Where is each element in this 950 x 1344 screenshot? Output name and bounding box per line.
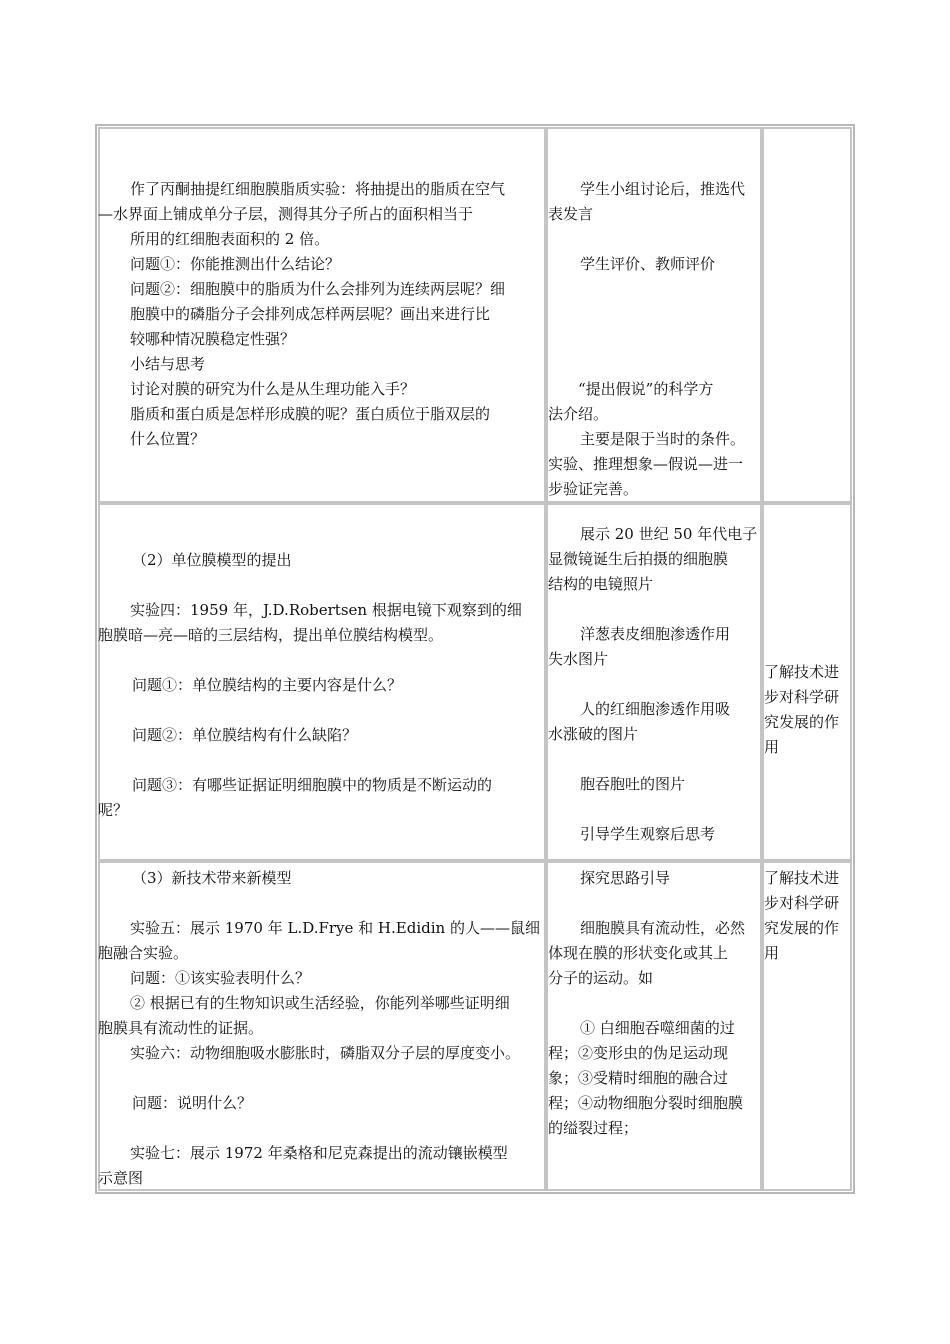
text-line: 问题①：你能推测出什么结论？ — [130, 255, 341, 273]
text-line: 了解技术进 — [764, 663, 840, 681]
text-line: 胞膜暗—亮—暗的三层结构，提出单位膜结构模型。 — [98, 626, 444, 644]
blank-line — [98, 698, 522, 723]
text-line: 表发言 — [548, 205, 594, 223]
blank-line — [548, 797, 757, 822]
blank-line — [98, 573, 522, 598]
text-line: 讨论对膜的研究为什么是从生理功能入手？ — [130, 380, 416, 398]
text-line: 显微镜诞生后拍摄的细胞膜 — [548, 550, 729, 568]
text-line: 实验六：动物细胞吸水膨胀时，磷脂双分子层的厚度变小。 — [130, 1044, 521, 1062]
text-line: 胞膜具有流动性的证据。 — [98, 1019, 264, 1037]
row2-right-text — [764, 660, 839, 760]
text-line: 胞膜中的磷脂分子会排列成怎样两层呢？画出来进行比 — [130, 305, 491, 323]
text-line: 实验、推理想象—假说—进一 — [548, 455, 744, 473]
text-line: 探究思路引导 — [580, 869, 671, 887]
text-line: 实验五：展示 1970 年 L.D.Frye 和 H.Edidin 的人——鼠细 — [130, 919, 540, 937]
section-heading: （2）单位膜模型的提出 — [132, 551, 292, 569]
text-line: 问题：说明什么？ — [132, 1094, 253, 1112]
text-line: 人的红细胞渗透作用吸 — [580, 700, 731, 718]
row3-left-text — [98, 866, 540, 1191]
text-line: 作了丙酮抽提红细胞膜脂质实验：将抽提出的脂质在空气 — [130, 180, 506, 198]
text-line: 问题②：细胞膜中的脂质为什么会排列为连续两层呢？细 — [130, 280, 506, 298]
text-line: 用 — [764, 738, 780, 756]
text-line: 较哪种情况膜稳定性强？ — [130, 330, 296, 348]
text-line: 示意图 — [98, 1169, 144, 1187]
section-heading: （3）新技术带来新模型 — [132, 869, 292, 887]
text-line: 的缢裂过程； — [548, 1119, 639, 1137]
text-line: 呢？ — [98, 801, 129, 819]
text-line: 实验七：展示 1972 年桑格和尼克森提出的流动镶嵌模型 — [130, 1144, 508, 1162]
blank-line — [548, 597, 757, 622]
row1-middle-text — [548, 177, 745, 502]
text-line: 洋葱表皮细胞渗透作用 — [580, 625, 731, 643]
text-line: 脂质和蛋白质是怎样形成膜的呢？蛋白质位于脂双层的 — [130, 405, 491, 423]
text-line: 胞吞胞吐的图片 — [580, 775, 686, 793]
blank-line — [548, 891, 745, 916]
row2-left-text — [98, 548, 522, 823]
text-line: 引导学生观察后思考 — [580, 825, 716, 843]
blank-line — [548, 302, 745, 327]
text-line: ① 白细胞吞噬细菌的过 — [580, 1019, 735, 1037]
text-line: 失水图片 — [548, 650, 609, 668]
row1-left-text — [98, 177, 506, 452]
row1-right-cell — [762, 127, 852, 503]
text-line: 步对科学研 — [764, 894, 840, 912]
blank-line — [98, 1116, 540, 1141]
text-line: 了解技术进 — [764, 869, 840, 887]
text-line: 象；③受精时细胞的融合过 — [548, 1069, 729, 1087]
blank-line — [548, 352, 745, 377]
text-line: 问题①：单位膜结构的主要内容是什么？ — [132, 676, 403, 694]
blank-line — [548, 991, 745, 1016]
text-line: 究发展的作 — [764, 919, 840, 937]
text-line: —水界面上铺成单分子层，测得其分子所占的面积相当于 — [98, 205, 474, 223]
blank-line — [98, 748, 522, 773]
text-line: 胞融合实验。 — [98, 944, 189, 962]
text-line: 学生评价、教师评价 — [580, 255, 716, 273]
blank-line — [548, 277, 745, 302]
text-line: 学生小组讨论后，推选代 — [580, 180, 746, 198]
blank-line — [548, 747, 757, 772]
text-line: 用 — [764, 944, 780, 962]
row2-middle-text — [548, 522, 757, 847]
row3-middle-text — [548, 866, 745, 1141]
text-line: 分子的运动。如 — [548, 969, 654, 987]
text-line: 问题②：单位膜结构有什么缺陷？ — [132, 726, 358, 744]
text-line: 法介绍。 — [548, 405, 609, 423]
text-line: 问题③：有哪些证据证明细胞膜中的物质是不断运动的 — [132, 776, 493, 794]
blank-line — [548, 227, 745, 252]
text-line: 问题：①该实验表明什么？ — [130, 969, 311, 987]
blank-line — [548, 327, 745, 352]
row3-right-text — [764, 866, 839, 966]
text-line: 实验四：1959 年，J.D.Robertsen 根据电镜下观察到的细 — [130, 601, 522, 619]
text-line: 究发展的作 — [764, 713, 840, 731]
text-line: 程；②变形虫的伪足运动现 — [548, 1044, 729, 1062]
blank-line — [98, 1066, 540, 1091]
text-line: 所用的红细胞表面积的 2 倍。 — [130, 230, 330, 248]
text-line: 步对科学研 — [764, 688, 840, 706]
text-line: 步验证完善。 — [548, 480, 639, 498]
text-line: 什么位置？ — [130, 430, 206, 448]
text-line: 水涨破的图片 — [548, 725, 639, 743]
text-line: ② 根据已有的生物知识或生活经验，你能列举哪些证明细 — [130, 994, 510, 1012]
text-line: 结构的电镜照片 — [548, 575, 654, 593]
text-line: 主要是限于当时的条件。 — [580, 430, 746, 448]
blank-line — [548, 672, 757, 697]
blank-line — [98, 648, 522, 673]
text-line: “提出假说”的科学方 — [578, 380, 714, 398]
text-line: 体现在膜的形状变化或其上 — [548, 944, 729, 962]
text-line: 小结与思考 — [130, 355, 206, 373]
text-line: 细胞膜具有流动性，必然 — [580, 919, 746, 937]
text-line: 程；④动物细胞分裂时细胞膜 — [548, 1094, 744, 1112]
blank-line — [98, 891, 540, 916]
text-line: 展示 20 世纪 50 年代电子 — [580, 525, 758, 543]
